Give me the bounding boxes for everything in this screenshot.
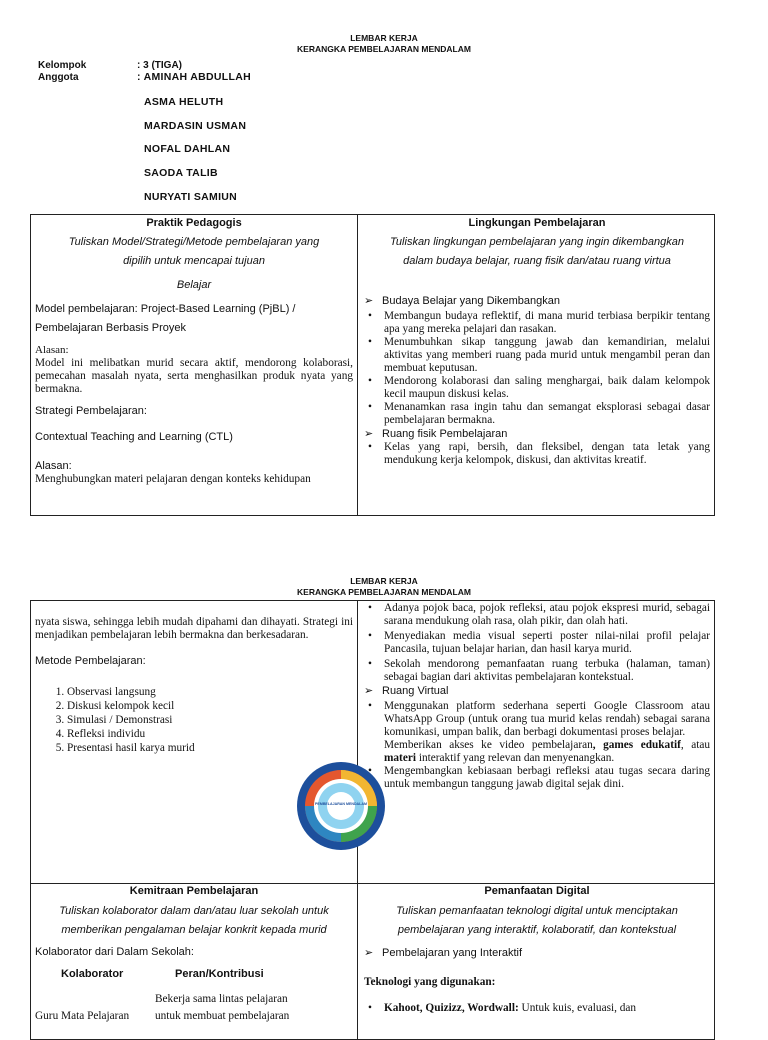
label-kelompok: Kelompok	[38, 60, 87, 71]
list-item: • Sekolah mendorong pemanfaatan ruang terbuka (halaman, taman) sebagai bagian dari aktivitas pembelajaran kontekstual.	[364, 658, 710, 684]
virtual-cont-a: Memberikan akses ke video pembelajaran	[384, 739, 593, 751]
value-kelompok: : 3 (TIGA)	[137, 60, 182, 71]
metode-list	[35, 685, 353, 755]
lingkungan-instruction-2: dalam budaya belajar, ruang fisik dan/atau ruang virtua	[403, 255, 671, 267]
heading-interaktif: ➢ Pembelajaran yang Interaktif	[364, 946, 710, 960]
member-name: NOFAL DAHLAN	[144, 143, 231, 155]
praktik-pedagogis-title: Praktik Pedagogis	[146, 217, 242, 229]
lingkungan-title: Lingkungan Pembelajaran	[468, 217, 606, 229]
kemitraan-instruction-1: Tuliskan kolaborator dalam dan/atau luar sekolah untuk	[59, 905, 329, 917]
member-name: NURYATI SAMIUN	[144, 191, 238, 203]
list-item: • Kelas yang rapi, bersih, dan fleksibel, dengan tata letak yang mendukung kerja kelompok, diskusi, dan aktivitas kreatif.	[364, 441, 710, 467]
strategi-label: Strategi Pembelajaran:	[35, 405, 147, 417]
virtual-continuation	[364, 739, 710, 765]
budaya-list	[364, 310, 710, 427]
strategi-continued: nyata siswa, sehingga lebih mudah dipahami dan dihayati. Strategi ini menjadikan pembelajaran lebih bermakna dan berkesadaran.	[35, 616, 353, 641]
digital-instruction-2: pembelajaran yang interaktif, kolaboratif, dan kontekstual	[397, 924, 677, 936]
list-item: • Mengembangkan kebiasaan berbagi refleksi atau tugas secara daring untuk membangun tanggung jawab digital sejak dini.	[364, 765, 710, 791]
heading-budaya: ➢ Budaya Belajar yang Dikembangkan	[364, 294, 710, 308]
alasan-text: Model ini melibatkan murid secara aktif, mendorong kolaborasi, pemecahan masalah nyata, serta menghasilkan produk nyata yang bermakna.	[35, 357, 353, 395]
list-item: • Adanya pojok baca, pojok refleksi, atau pojok ekspresi murid, sebagai sarana mendukung olah rasa, olah pikir, dan olah hati.	[364, 602, 710, 628]
list-item: • Menumbuhkan sikap tanggung jawab dan kemandirian, melalui aktivitas yang memberi ruang pada murid untuk mengambil peran dan membuat keputusan.	[364, 336, 710, 375]
heading-ruang-virtual: ➢ Ruang Virtual	[364, 684, 710, 698]
col-peran: Peran/Kontribusi	[175, 968, 264, 980]
list-item: • Menanamkan rasa ingin tahu dan semangat eksplorasi sebagai dasar pembelajaran bermakna.	[364, 401, 710, 427]
ruang-virtual-list-2	[364, 765, 710, 791]
logo-center-text: PEMBELAJARAN MENDALAM	[315, 802, 367, 806]
tools-text: Untuk kuis, evaluasi, dan	[518, 1002, 637, 1014]
list-item: 1. Observasi langsung	[67, 685, 353, 699]
alasan-label: Alasan:	[35, 344, 69, 356]
col-kolaborator: Kolaborator	[61, 968, 124, 980]
member-first: : AMINAH ABDULLAH	[137, 71, 251, 83]
list-item: 2. Diskusi kelompok kecil	[67, 699, 353, 713]
role-text: Bekerja sama lintas pelajaran	[155, 993, 288, 1005]
praktik-instruction-3: Belajar	[176, 279, 212, 291]
lingkungan-cell	[364, 215, 710, 467]
ruang-virtual-list	[364, 700, 710, 739]
digital-instruction-1: Tuliskan pemanfaatan teknologi digital untuk menciptakan	[396, 905, 678, 917]
tech-label: Teknologi yang digunakan:	[364, 976, 496, 988]
kolaborator-name: Guru Mata Pelajaran	[35, 1010, 130, 1022]
virtual-cont-b: , games edukatif	[592, 739, 681, 751]
tools-bold: Kahoot, Quizizz, Wordwall:	[384, 1002, 519, 1014]
kemitraan-instruction-2: memberikan pengalaman belajar konkrit kepada murid	[61, 924, 327, 936]
page2-header-line1: LEMBAR KERJA	[350, 576, 418, 586]
virtual-cont-e: interaktif yang relevan dan menyenangkan.	[416, 752, 615, 764]
list-item: • Membangun budaya reflektif, di mana murid terbiasa berpikir tentang apa yang mereka pelajari dan rasakan.	[364, 310, 710, 336]
tech-list	[364, 1002, 710, 1015]
virtual-cont-d: materi	[384, 752, 416, 764]
member-name: SAODA TALIB	[144, 167, 218, 179]
page1-header-line2: KERANGKA PEMBELAJARAN MENDALAM	[297, 44, 471, 54]
page2-header-line2: KERANGKA PEMBELAJARAN MENDALAM	[297, 587, 471, 597]
kemitraan-cell	[35, 885, 353, 1033]
alasan2-text: Menghubungkan materi pelajaran dengan konteks kehidupan	[35, 473, 311, 485]
kemitraan-title: Kemitraan Pembelajaran	[129, 885, 259, 897]
page2-table	[30, 600, 715, 1040]
role-text-2: untuk membuat pembelajaran	[155, 1010, 290, 1022]
praktik-pedagogis-cell	[35, 215, 353, 486]
metode-label: Metode Pembelajaran:	[35, 655, 146, 667]
virtual-cont-c: , atau	[680, 739, 711, 751]
praktik-instruction-1: Tuliskan Model/Strategi/Metode pembelajaran yang	[68, 236, 320, 248]
label-anggota: Anggota	[38, 72, 79, 83]
list-item: • Mendorong kolaborasi dan saling menghargai, baik dalam kelompok kecil maupun diskusi kelas.	[364, 375, 710, 401]
page1-table	[30, 214, 715, 516]
model-pembelajaran: Model pembelajaran: Project-Based Learning (PjBL) / Pembelajaran Berbasis Proyek	[35, 303, 296, 334]
heading-ruang-fisik: ➢ Ruang fisik Pembelajaran	[364, 427, 710, 441]
list-item: • Menggunakan platform sederhana seperti Google Classroom atau WhatsApp Group (untuk orang tua murid kelas rendah) sebagai sarana komunikasi, umpan balik, dan berbagi dokumentasi proses belajar.	[364, 700, 710, 739]
member-name: MARDASIN USMAN	[144, 120, 247, 132]
list-item: 4. Refleksi individu	[67, 727, 353, 741]
member-name: ASMA HELUTH	[144, 96, 224, 108]
lingkungan-instruction-1: Tuliskan lingkungan pembelajaran yang ingin dikembangkan	[390, 236, 684, 248]
kemitraan-table-header	[35, 968, 353, 988]
page1-header	[0, 33, 768, 55]
ruang-fisik-list-continued	[364, 602, 710, 684]
list-item: • Menyediakan media visual seperti poster nilai-nilai profil pelajar Pancasila, tujuan belajar harian, dan hasil karya murid.	[364, 630, 710, 656]
list-item	[364, 1002, 710, 1015]
praktik-instruction-2: dipilih untuk mencapai tujuan	[123, 255, 265, 267]
ruang-fisik-list	[364, 441, 710, 467]
list-item: 3. Simulasi / Demonstrasi	[67, 713, 353, 727]
kemitraan-row	[35, 993, 353, 1033]
list-item: 5. Presentasi hasil karya murid	[67, 741, 353, 755]
strategi-value: Contextual Teaching and Learning (CTL)	[35, 431, 233, 443]
praktik-continued-cell	[35, 616, 353, 755]
digital-title: Pemanfaatan Digital	[484, 885, 590, 897]
kemitraan-subheading: Kolaborator dari Dalam Sekolah:	[35, 946, 194, 958]
digital-cell	[364, 885, 710, 1015]
page1-header-line1: LEMBAR KERJA	[350, 33, 418, 43]
page2-header	[0, 576, 768, 598]
lingkungan-continued-cell	[364, 602, 710, 791]
alasan2-label: Alasan:	[35, 460, 72, 472]
